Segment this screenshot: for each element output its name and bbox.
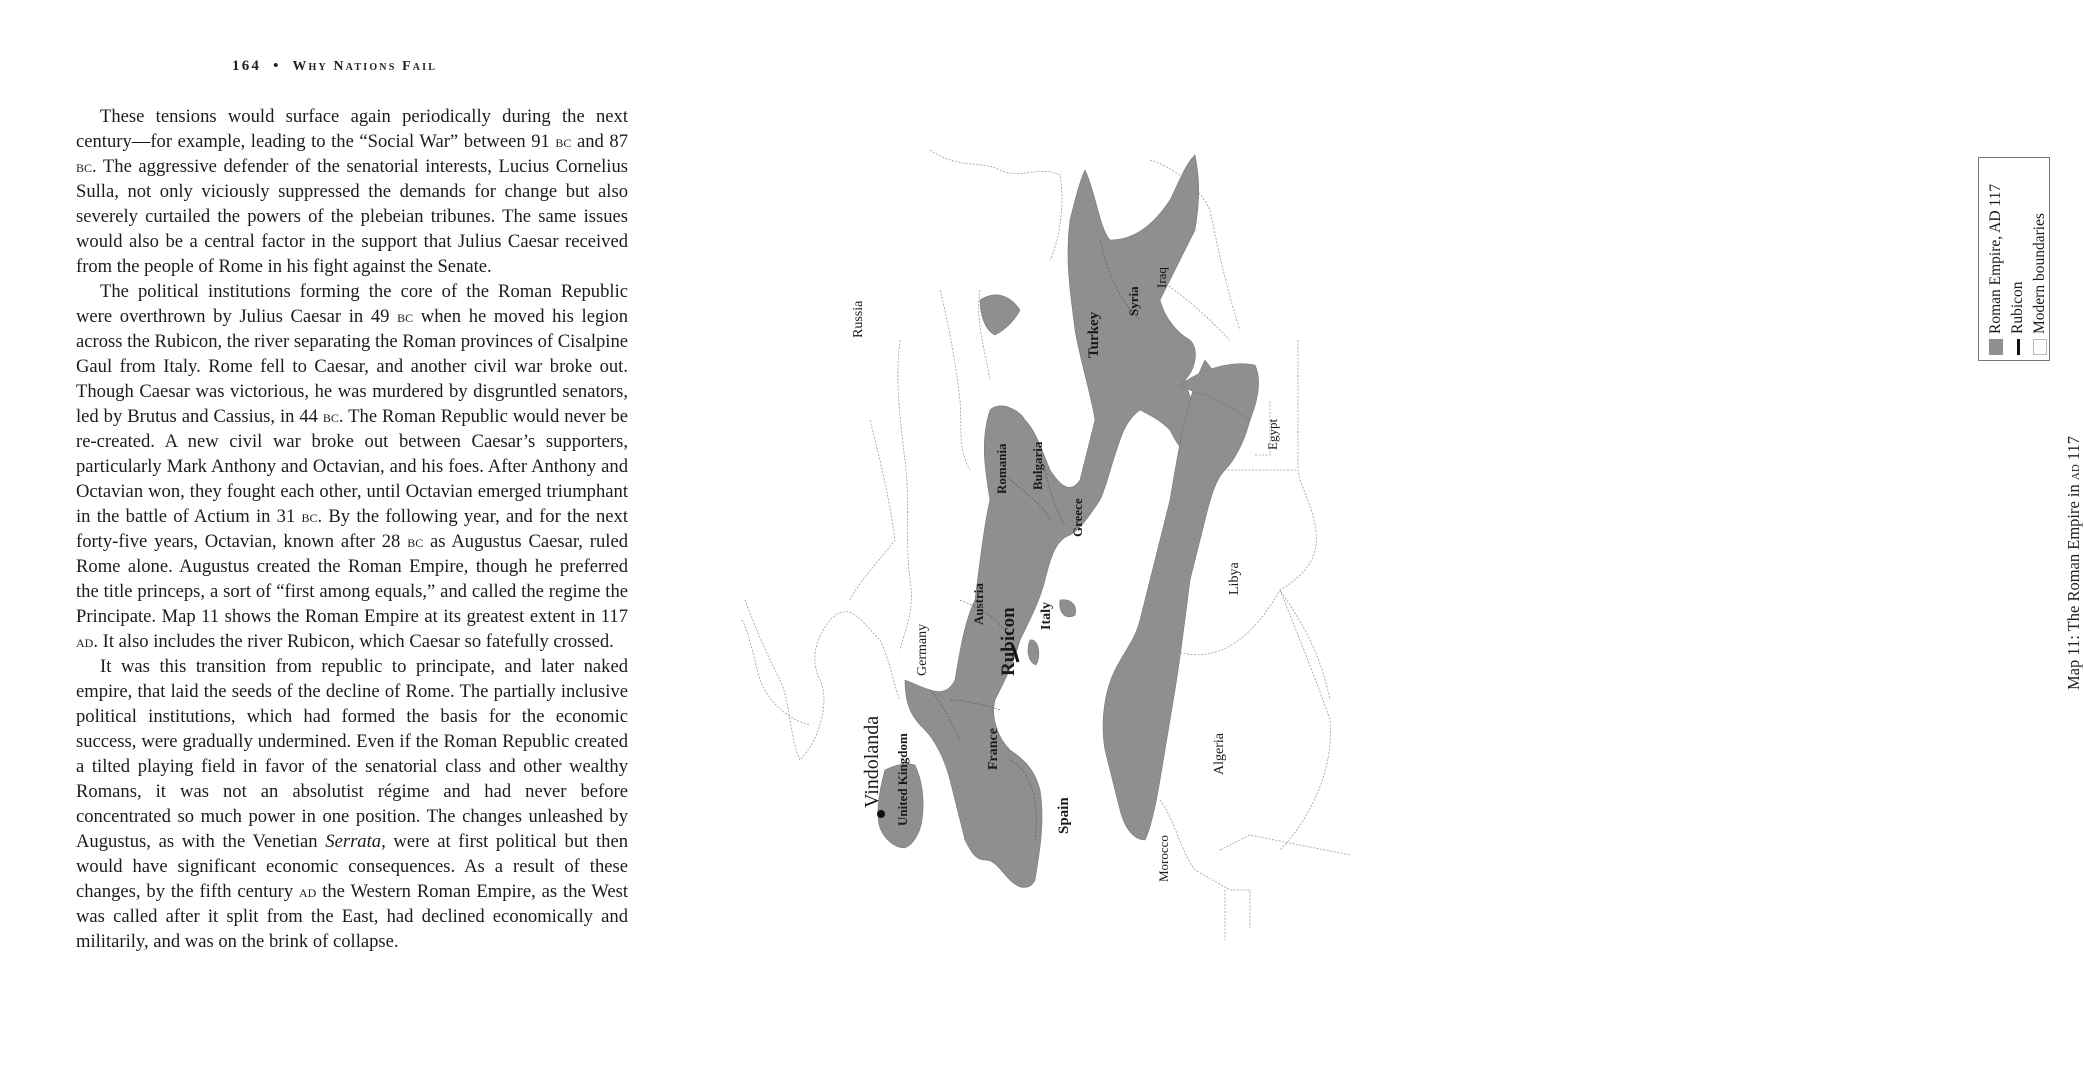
label-egypt: Egypt <box>1265 418 1280 450</box>
caption-prefix: Map 11: The Roman Empire in <box>2064 480 2083 690</box>
label-spain: Spain <box>1056 797 1072 834</box>
text-run: and 87 <box>571 131 628 152</box>
river-line-icon <box>2017 339 2020 355</box>
map-legend <box>1978 157 2050 361</box>
bullet-separator: • <box>273 58 281 74</box>
roman-empire-map <box>700 0 1411 1080</box>
text-run: The political institutions forming the core of the Roman Republic were overthrown by Julius Caesar in 49 <box>76 281 628 327</box>
label-morocco: Morocco <box>1156 835 1171 882</box>
era-abbrev: ad <box>76 632 94 651</box>
label-greece: Greece <box>1070 498 1085 537</box>
era-abbrev: bc <box>301 507 318 526</box>
label-italy: Italy <box>1039 602 1054 630</box>
body-text <box>76 104 628 954</box>
label-syria: Syria <box>1126 286 1141 316</box>
text-run: These tensions would surface again periodically during the next century—for example, leading to the “Social War” between 91 <box>76 106 628 152</box>
empire-main-europe <box>905 155 1206 888</box>
roman-empire-area <box>878 155 1259 888</box>
text-run: were at first political but then would have significant economic consequences. As a result of these changes, by the fifth century <box>76 831 628 902</box>
boundary-russia-east <box>930 150 1062 260</box>
label-austria: Austria <box>971 583 986 625</box>
text-run: the Western Roman Empire, as the West was called after it split from the East, had declined economically and militarily, and was on the brink of collapse. <box>76 881 628 952</box>
left-page <box>0 0 700 1080</box>
label-germany: Germany <box>915 623 930 676</box>
label-libya: Libya <box>1227 562 1242 595</box>
legend-label: Rubicon <box>2009 281 2026 334</box>
empire-sardinia <box>1028 640 1039 665</box>
legend-label: Modern boundaries <box>2031 213 2048 334</box>
text-run: . The Roman Republic would never be re-created. A new civil war broke out between Caesar’s supporters, particularly Mark Anthony and Octavian, and his foes. After Anthony and Octavian won, they fought each other, until Octavian emerged triumphant in the battle of Actium in 31 <box>76 406 628 527</box>
paragraph <box>76 654 628 954</box>
legend-label: Roman Empire, AD 117 <box>1987 183 2004 334</box>
label-algeria: Algeria <box>1212 733 1227 775</box>
text-run: . The aggressive defender of the senatorial interests, Lucius Cornelius Sulla, not only viciously suppressed the demands for change but also severely curtailed the powers of the plebeian tribunes. The same issues would also be a central factor in the support that Julius Caesar received from the people of Rome in his fight against the Senate. <box>76 156 628 277</box>
vindolanda-marker <box>877 810 885 818</box>
empire-swatch-icon <box>1989 339 2003 355</box>
caption-year: 117 <box>2064 435 2083 465</box>
label-turkey: Turkey <box>1086 311 1102 358</box>
map-caption <box>2064 436 2084 690</box>
label-bulgaria: Bulgaria <box>1030 441 1045 490</box>
boundary-belarus <box>940 290 970 470</box>
paragraph <box>76 279 628 654</box>
legend-item-modern-boundaries <box>2031 213 2049 355</box>
era-abbrev: bc <box>76 157 93 176</box>
label-russia: Russia <box>851 300 866 338</box>
era-abbrev: bc <box>407 532 424 551</box>
label-france: France <box>986 728 1001 770</box>
legend-item-roman-empire <box>1987 184 2005 355</box>
boundary-russia-west <box>898 340 911 650</box>
boundary-morocco <box>1160 800 1250 930</box>
boundary-swatch-icon <box>2033 339 2047 355</box>
era-abbrev: ad <box>299 882 317 901</box>
label-vindolanda: Vindolanda <box>861 715 883 808</box>
text-run: . By the following year, and for the next forty-five years, Octavian, known after 28 <box>76 506 628 552</box>
running-head <box>232 58 437 75</box>
boundary-libya-south <box>1280 480 1330 700</box>
caption-era: ad <box>2066 464 2083 481</box>
paragraph <box>76 104 628 279</box>
page-number: 164 <box>232 58 262 74</box>
boundary-algeria-east <box>1220 835 1350 855</box>
era-abbrev: bc <box>555 132 572 151</box>
italic-term: Serrata, <box>325 831 386 852</box>
boundary-algeria-south <box>1280 590 1330 850</box>
text-run: when he moved his legion across the Rubicon, the river separating the Roman provinces of Cisalpine Gaul from Italy. Rome fell to Caesar, and another civil war broke out. Though Caesar was victorious, he was murdered by disgruntled senators, led by Brutus and Cassius, in 44 <box>76 306 629 427</box>
legend-item-rubicon <box>2009 281 2027 355</box>
boundary-baltic <box>850 420 895 600</box>
book-title: Why Nations Fail <box>292 58 438 73</box>
label-rubicon: Rubicon <box>998 607 1019 676</box>
text-run: It was this transition from republic to principate, and later naked empire, that laid the seeds of the decline of Rome. The partially inclusive political institutions, which had formed the basis for the economic success, were gradually undermined. Even if the Roman Republic created a tilted playing field in favor of the senatorial class and other wealthy Romans, it was not an absolutist régime and had never before concentrated so much power in one position. The changes unleashed by Augustus, as with the Venetian <box>76 656 628 852</box>
text-run: . It also includes the river Rubicon, which Caesar so fatefully crossed. <box>93 631 614 652</box>
era-abbrev: bc <box>397 307 414 326</box>
empire-crimea <box>980 295 1020 335</box>
label-united-kingdom: United Kingdom <box>895 733 910 826</box>
text-run: as Augustus Caesar, ruled Rome alone. Augustus created the Roman Empire, though he preferred the title princeps, a sort of “first among equals,” and called the regime the Principate. Map 11 shows the Roman Empire at its greatest extent in 117 <box>76 531 628 627</box>
empire-sicily <box>1060 600 1076 617</box>
label-romania: Romania <box>994 443 1009 494</box>
label-iraq: Iraq <box>1154 267 1169 288</box>
era-abbrev: bc <box>322 407 339 426</box>
right-page <box>700 0 2083 1080</box>
